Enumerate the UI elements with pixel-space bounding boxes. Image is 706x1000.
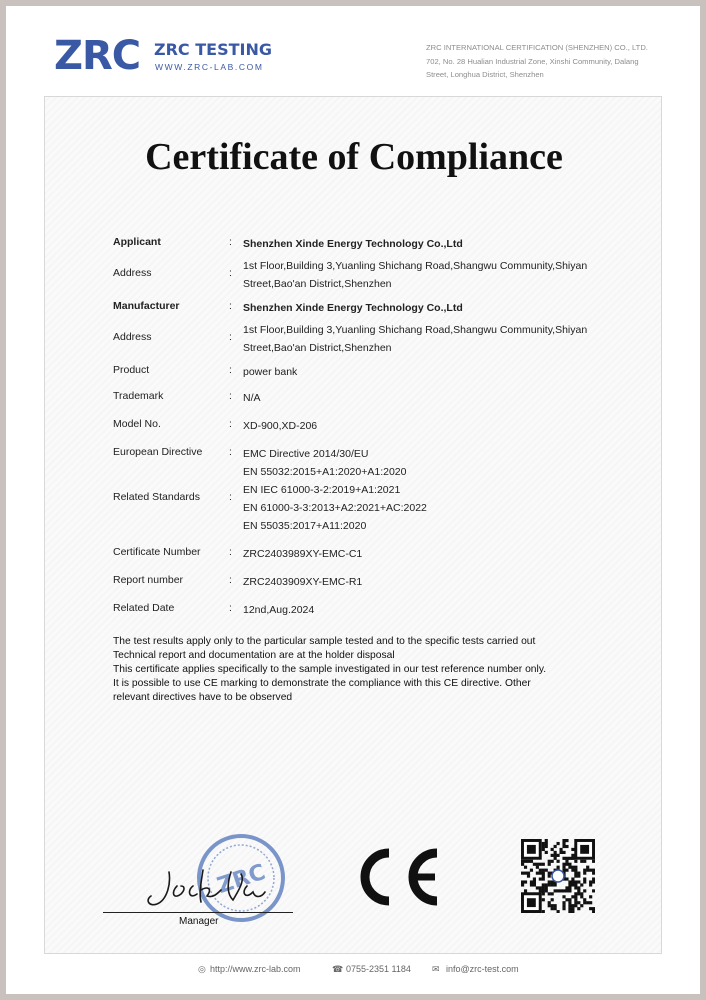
field-value [243,545,603,563]
field-colon: : [229,546,232,558]
globe-icon: ◎ [198,964,206,974]
note-line: The test results apply only to the particular sample tested and to the specific tests carried out [113,636,536,647]
field-label: Trademark [113,390,164,402]
field-value [243,463,603,535]
field-value [243,363,603,381]
field-value [243,299,603,317]
phone-icon: ☎ [332,964,344,974]
field-label: Product [113,364,150,376]
footer [186,964,606,978]
note-line: It is possible to use CE marking to demonstrate the compliance with this CE directive. Other [113,678,531,689]
field-label: Address [113,267,152,279]
qr-code-icon [521,839,595,913]
field-value-line: ZRC2403989XY-EMC-C1 [243,548,363,560]
company-info [426,41,676,82]
header [6,6,700,94]
certificate-frame [44,96,662,954]
logo-web: WWW.ZRC-LAB.COM [155,62,264,72]
field-label: Related Date [113,602,175,614]
footer-phone: 0755-2351 1184 [346,964,411,974]
field-value-line: ZRC2403909XY-EMC-R1 [243,576,363,588]
certificate-page [6,6,700,994]
field-colon: : [229,236,232,248]
field-colon: : [229,574,232,586]
ce-mark-icon [345,845,445,909]
field-value [243,573,603,591]
field-value-line: EN 61000-3-3:2013+A2:2021+AC:2022 [243,502,427,514]
note-line: relevant directives have to be observed [113,692,293,703]
notes [113,635,593,705]
field-value [243,601,603,619]
signature-title: Manager [179,916,219,927]
field-label: Model No. [113,418,161,430]
ce-mark [345,845,445,909]
field-colon: : [229,267,232,279]
field-colon: : [229,418,232,430]
logo-mark: ZRC [54,33,141,79]
signature-block [101,832,301,942]
signature-icon [141,864,281,914]
field-colon: : [229,491,232,503]
company-name: ZRC INTERNATIONAL CERTIFICATION (SHENZHEN) CO., LTD. [426,43,648,52]
company-address-line-2: Street, Longhua District, Shenzhen [426,70,544,79]
qr-code [521,839,595,913]
field-label: Applicant [113,236,161,248]
note-line: This certificate applies specifically to the sample investigated in our test reference number only. [113,664,547,675]
field-value-line: EN 55035:2017+A11:2020 [243,520,367,532]
field-value [243,321,603,357]
field-value-line: 1st Floor,Building 3,Yuanling Shichang Road,Shangwu Community,Shiyan [243,260,588,272]
certificate-title: Certificate of Compliance [145,136,563,178]
field-colon: : [229,390,232,402]
company-address-line-1: 702, No. 28 Hualian Industrial Zone, Xinshi Community, Dalang [426,56,639,66]
field-label: Certificate Number [113,546,201,558]
field-value-line: 1st Floor,Building 3,Yuanling Shichang Road,Shangwu Community,Shiyan [243,324,588,336]
mail-icon: ✉ [432,964,440,974]
field-value-line: EMC Directive 2014/30/EU [243,448,369,460]
zrc-logo [54,34,294,84]
field-value-line: Shenzhen Xinde Energy Technology Co.,Ltd [243,238,463,250]
field-value-line: XD-900,XD-206 [243,420,318,432]
field-value-line: Shenzhen Xinde Energy Technology Co.,Ltd [243,302,463,314]
field-value [243,389,603,407]
footer-email[interactable]: info@zrc-test.com [446,964,519,974]
field-value-line: EN 55032:2015+A1:2020+A1:2020 [243,466,407,478]
signature-line [103,912,293,913]
field-value [243,417,603,435]
logo-brand: ZRC TESTING [154,40,272,59]
note-line: Technical report and documentation are at the holder disposal [113,650,395,661]
field-colon: : [229,364,232,376]
field-colon: : [229,446,232,458]
field-value-line: Street,Bao'an District,Shenzhen [243,278,392,290]
footer-web[interactable]: http://www.zrc-lab.com [210,964,301,974]
field-value [243,445,603,463]
field-value-line: Street,Bao'an District,Shenzhen [243,342,392,354]
field-value-line: EN IEC 61000-3-2:2019+A1:2021 [243,484,401,496]
field-value-line: power bank [243,366,298,378]
field-value-line: N/A [243,392,261,404]
field-label: Report number [113,574,184,586]
field-label: European Directive [113,446,203,458]
field-colon: : [229,602,232,614]
field-label: Manufacturer [113,300,180,312]
field-colon: : [229,331,232,343]
field-value [243,257,603,293]
field-colon: : [229,300,232,312]
field-value-line: 12nd,Aug.2024 [243,604,315,616]
field-value [243,235,603,253]
field-label: Address [113,331,152,343]
svg-text:ZRC: ZRC [214,859,269,899]
field-label: Related Standards [113,491,200,503]
